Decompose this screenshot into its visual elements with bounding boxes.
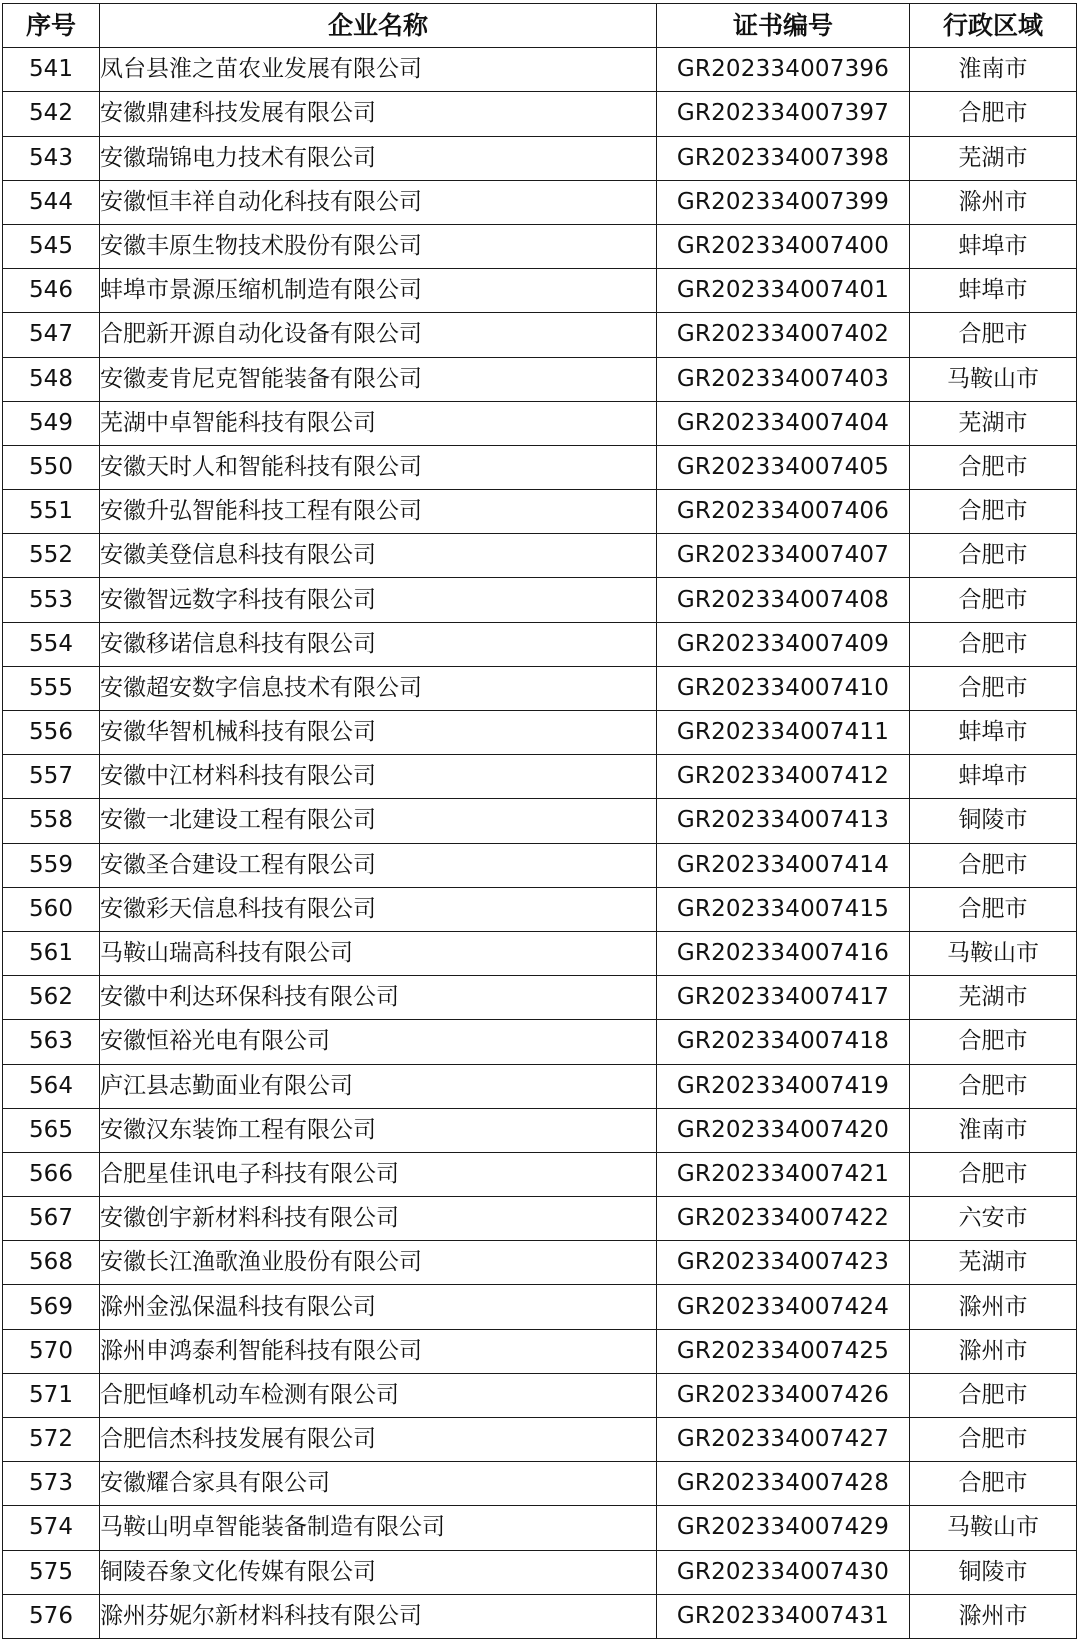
company-name-cell: 安徽长江渔歌渔业股份有限公司 xyxy=(100,1241,657,1285)
company-name-cell: 安徽鼎建科技发展有限公司 xyxy=(100,92,657,136)
table-row xyxy=(3,931,1077,975)
serial-number-cell: 554 xyxy=(3,622,100,666)
table-row xyxy=(3,1108,1077,1152)
certificate-number-cell: GR202334007421 xyxy=(657,1152,910,1196)
table-row xyxy=(3,92,1077,136)
certificate-number-cell: GR202334007425 xyxy=(657,1329,910,1373)
serial-number-cell: 560 xyxy=(3,887,100,931)
company-name-cell: 滁州金泓保温科技有限公司 xyxy=(100,1285,657,1329)
region-cell: 合肥市 xyxy=(910,445,1077,489)
serial-number-cell: 558 xyxy=(3,799,100,843)
table-row xyxy=(3,269,1077,313)
certificate-number-cell: GR202334007410 xyxy=(657,666,910,710)
certificate-number-cell: GR202334007400 xyxy=(657,224,910,268)
region-cell: 铜陵市 xyxy=(910,799,1077,843)
serial-number-cell: 572 xyxy=(3,1418,100,1462)
region-cell: 合肥市 xyxy=(910,1418,1077,1462)
serial-number-cell: 545 xyxy=(3,224,100,268)
region-cell: 合肥市 xyxy=(910,1064,1077,1108)
region-cell: 淮南市 xyxy=(910,1108,1077,1152)
company-name-cell: 合肥星佳讯电子科技有限公司 xyxy=(100,1152,657,1196)
certificate-number-cell: GR202334007420 xyxy=(657,1108,910,1152)
region-cell: 马鞍山市 xyxy=(910,1506,1077,1550)
certificate-number-cell: GR202334007428 xyxy=(657,1462,910,1506)
region-cell: 滁州市 xyxy=(910,1285,1077,1329)
serial-number-cell: 563 xyxy=(3,1020,100,1064)
region-cell: 合肥市 xyxy=(910,1020,1077,1064)
certificate-number-cell: GR202334007396 xyxy=(657,48,910,92)
region-cell: 马鞍山市 xyxy=(910,357,1077,401)
certificate-number-cell: GR202334007406 xyxy=(657,490,910,534)
company-name-cell: 马鞍山明卓智能装备制造有限公司 xyxy=(100,1506,657,1550)
table-row xyxy=(3,887,1077,931)
certificate-number-cell: GR202334007419 xyxy=(657,1064,910,1108)
company-name-cell: 安徽天时人和智能科技有限公司 xyxy=(100,445,657,489)
serial-number-cell: 562 xyxy=(3,976,100,1020)
header-region: 行政区域 xyxy=(910,4,1077,48)
table-row xyxy=(3,136,1077,180)
table-row xyxy=(3,976,1077,1020)
table-row xyxy=(3,1506,1077,1550)
company-name-cell: 安徽耀合家具有限公司 xyxy=(100,1462,657,1506)
table-row xyxy=(3,1550,1077,1594)
serial-number-cell: 570 xyxy=(3,1329,100,1373)
table-header xyxy=(3,4,1077,48)
table-row xyxy=(3,843,1077,887)
certificate-number-cell: GR202334007404 xyxy=(657,401,910,445)
company-name-cell: 安徽华智机械科技有限公司 xyxy=(100,711,657,755)
region-cell: 滁州市 xyxy=(910,180,1077,224)
table-row xyxy=(3,1197,1077,1241)
region-cell: 合肥市 xyxy=(910,534,1077,578)
company-name-cell: 铜陵吞象文化传媒有限公司 xyxy=(100,1550,657,1594)
serial-number-cell: 541 xyxy=(3,48,100,92)
serial-number-cell: 567 xyxy=(3,1197,100,1241)
serial-number-cell: 542 xyxy=(3,92,100,136)
serial-number-cell: 569 xyxy=(3,1285,100,1329)
region-cell: 合肥市 xyxy=(910,666,1077,710)
company-name-cell: 安徽中江材料科技有限公司 xyxy=(100,755,657,799)
table-row xyxy=(3,48,1077,92)
certificate-number-cell: GR202334007413 xyxy=(657,799,910,843)
certificate-number-cell: GR202334007423 xyxy=(657,1241,910,1285)
region-cell: 铜陵市 xyxy=(910,1550,1077,1594)
serial-number-cell: 576 xyxy=(3,1594,100,1638)
serial-number-cell: 557 xyxy=(3,755,100,799)
certificate-number-cell: GR202334007397 xyxy=(657,92,910,136)
certificate-number-cell: GR202334007409 xyxy=(657,622,910,666)
company-name-cell: 合肥新开源自动化设备有限公司 xyxy=(100,313,657,357)
serial-number-cell: 549 xyxy=(3,401,100,445)
region-cell: 合肥市 xyxy=(910,1152,1077,1196)
serial-number-cell: 552 xyxy=(3,534,100,578)
company-name-cell: 安徽恒裕光电有限公司 xyxy=(100,1020,657,1064)
region-cell: 蚌埠市 xyxy=(910,269,1077,313)
company-name-cell: 合肥信杰科技发展有限公司 xyxy=(100,1418,657,1462)
region-cell: 蚌埠市 xyxy=(910,755,1077,799)
region-cell: 合肥市 xyxy=(910,92,1077,136)
certificate-number-cell: GR202334007431 xyxy=(657,1594,910,1638)
serial-number-cell: 551 xyxy=(3,490,100,534)
company-name-cell: 滁州芬妮尔新材料科技有限公司 xyxy=(100,1594,657,1638)
certificate-number-cell: GR202334007417 xyxy=(657,976,910,1020)
certificate-number-cell: GR202334007415 xyxy=(657,887,910,931)
company-name-cell: 安徽汉东装饰工程有限公司 xyxy=(100,1108,657,1152)
table-row xyxy=(3,711,1077,755)
serial-number-cell: 555 xyxy=(3,666,100,710)
certificate-number-cell: GR202334007414 xyxy=(657,843,910,887)
certificate-number-cell: GR202334007408 xyxy=(657,578,910,622)
table-row xyxy=(3,666,1077,710)
serial-number-cell: 547 xyxy=(3,313,100,357)
company-name-cell: 芜湖中卓智能科技有限公司 xyxy=(100,401,657,445)
table-row xyxy=(3,490,1077,534)
header-row xyxy=(3,4,1077,48)
company-name-cell: 安徽圣合建设工程有限公司 xyxy=(100,843,657,887)
table-row xyxy=(3,313,1077,357)
region-cell: 淮南市 xyxy=(910,48,1077,92)
region-cell: 合肥市 xyxy=(910,887,1077,931)
company-name-cell: 安徽智远数字科技有限公司 xyxy=(100,578,657,622)
table-row xyxy=(3,401,1077,445)
company-name-cell: 安徽恒丰祥自动化科技有限公司 xyxy=(100,180,657,224)
company-name-cell: 安徽一北建设工程有限公司 xyxy=(100,799,657,843)
company-name-cell: 安徽超安数字信息技术有限公司 xyxy=(100,666,657,710)
certificate-number-cell: GR202334007429 xyxy=(657,1506,910,1550)
table-row xyxy=(3,1418,1077,1462)
certificate-number-cell: GR202334007422 xyxy=(657,1197,910,1241)
certificate-number-cell: GR202334007403 xyxy=(657,357,910,401)
serial-number-cell: 548 xyxy=(3,357,100,401)
certificate-number-cell: GR202334007398 xyxy=(657,136,910,180)
table-row xyxy=(3,224,1077,268)
serial-number-cell: 556 xyxy=(3,711,100,755)
serial-number-cell: 566 xyxy=(3,1152,100,1196)
company-name-cell: 安徽瑞锦电力技术有限公司 xyxy=(100,136,657,180)
serial-number-cell: 543 xyxy=(3,136,100,180)
table-row xyxy=(3,1285,1077,1329)
table-row xyxy=(3,799,1077,843)
serial-number-cell: 573 xyxy=(3,1462,100,1506)
region-cell: 合肥市 xyxy=(910,490,1077,534)
certificate-number-cell: GR202334007426 xyxy=(657,1373,910,1417)
table-row xyxy=(3,578,1077,622)
table-row xyxy=(3,1020,1077,1064)
region-cell: 滁州市 xyxy=(910,1594,1077,1638)
region-cell: 芜湖市 xyxy=(910,136,1077,180)
enterprise-table xyxy=(2,3,1077,1639)
certificate-number-cell: GR202334007402 xyxy=(657,313,910,357)
table-body xyxy=(3,48,1077,1639)
region-cell: 合肥市 xyxy=(910,313,1077,357)
serial-number-cell: 575 xyxy=(3,1550,100,1594)
serial-number-cell: 574 xyxy=(3,1506,100,1550)
table-row xyxy=(3,1594,1077,1638)
serial-number-cell: 544 xyxy=(3,180,100,224)
table-row xyxy=(3,1329,1077,1373)
table-row xyxy=(3,180,1077,224)
region-cell: 合肥市 xyxy=(910,578,1077,622)
table-row xyxy=(3,1373,1077,1417)
region-cell: 芜湖市 xyxy=(910,401,1077,445)
certificate-number-cell: GR202334007405 xyxy=(657,445,910,489)
region-cell: 滁州市 xyxy=(910,1329,1077,1373)
company-name-cell: 安徽移诺信息科技有限公司 xyxy=(100,622,657,666)
company-name-cell: 安徽彩天信息科技有限公司 xyxy=(100,887,657,931)
header-company-name: 企业名称 xyxy=(100,4,657,48)
certificate-number-cell: GR202334007407 xyxy=(657,534,910,578)
serial-number-cell: 559 xyxy=(3,843,100,887)
table-row xyxy=(3,1241,1077,1285)
certificate-number-cell: GR202334007411 xyxy=(657,711,910,755)
region-cell: 合肥市 xyxy=(910,1462,1077,1506)
company-name-cell: 安徽麦肯尼克智能装备有限公司 xyxy=(100,357,657,401)
company-name-cell: 滁州申鸿泰利智能科技有限公司 xyxy=(100,1329,657,1373)
company-name-cell: 蚌埠市景源压缩机制造有限公司 xyxy=(100,269,657,313)
certificate-number-cell: GR202334007416 xyxy=(657,931,910,975)
company-name-cell: 安徽丰原生物技术股份有限公司 xyxy=(100,224,657,268)
certificate-number-cell: GR202334007430 xyxy=(657,1550,910,1594)
table-row xyxy=(3,445,1077,489)
serial-number-cell: 561 xyxy=(3,931,100,975)
table-row xyxy=(3,357,1077,401)
region-cell: 六安市 xyxy=(910,1197,1077,1241)
region-cell: 合肥市 xyxy=(910,1373,1077,1417)
certificate-number-cell: GR202334007424 xyxy=(657,1285,910,1329)
header-certificate-number: 证书编号 xyxy=(657,4,910,48)
serial-number-cell: 553 xyxy=(3,578,100,622)
table-row xyxy=(3,755,1077,799)
company-name-cell: 马鞍山瑞高科技有限公司 xyxy=(100,931,657,975)
region-cell: 合肥市 xyxy=(910,843,1077,887)
serial-number-cell: 546 xyxy=(3,269,100,313)
region-cell: 蚌埠市 xyxy=(910,224,1077,268)
region-cell: 芜湖市 xyxy=(910,1241,1077,1285)
company-name-cell: 安徽升弘智能科技工程有限公司 xyxy=(100,490,657,534)
header-serial-number: 序号 xyxy=(3,4,100,48)
serial-number-cell: 568 xyxy=(3,1241,100,1285)
table-row xyxy=(3,622,1077,666)
company-name-cell: 庐江县志勤面业有限公司 xyxy=(100,1064,657,1108)
company-name-cell: 安徽创宇新材料科技有限公司 xyxy=(100,1197,657,1241)
company-name-cell: 安徽中利达环保科技有限公司 xyxy=(100,976,657,1020)
table-row xyxy=(3,534,1077,578)
region-cell: 芜湖市 xyxy=(910,976,1077,1020)
region-cell: 合肥市 xyxy=(910,622,1077,666)
table-row xyxy=(3,1152,1077,1196)
company-name-cell: 合肥恒峰机动车检测有限公司 xyxy=(100,1373,657,1417)
certificate-number-cell: GR202334007399 xyxy=(657,180,910,224)
certificate-number-cell: GR202334007427 xyxy=(657,1418,910,1462)
region-cell: 马鞍山市 xyxy=(910,931,1077,975)
region-cell: 蚌埠市 xyxy=(910,711,1077,755)
company-name-cell: 凤台县淮之苗农业发展有限公司 xyxy=(100,48,657,92)
certificate-number-cell: GR202334007418 xyxy=(657,1020,910,1064)
table-row xyxy=(3,1462,1077,1506)
company-name-cell: 安徽美登信息科技有限公司 xyxy=(100,534,657,578)
serial-number-cell: 564 xyxy=(3,1064,100,1108)
certificate-number-cell: GR202334007412 xyxy=(657,755,910,799)
certificate-number-cell: GR202334007401 xyxy=(657,269,910,313)
serial-number-cell: 565 xyxy=(3,1108,100,1152)
serial-number-cell: 571 xyxy=(3,1373,100,1417)
serial-number-cell: 550 xyxy=(3,445,100,489)
table-row xyxy=(3,1064,1077,1108)
